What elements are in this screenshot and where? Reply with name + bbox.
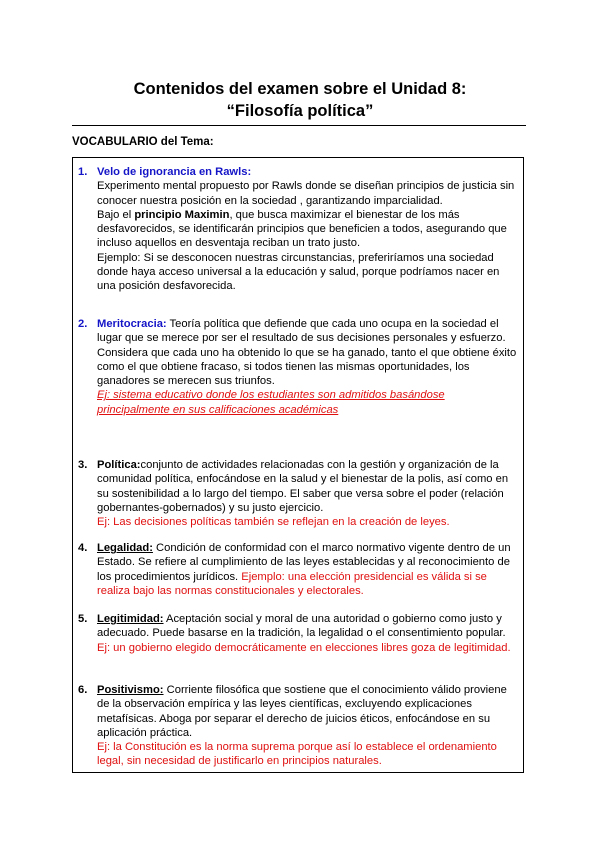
example-text: Ejemplo: una elección presidencial es válida si se realiza bajo las normas constitucionales y electorales. [97,570,487,597]
item-number: 1. [78,166,88,178]
definition-text: Condición de conformidad con el marco normativo vigente dentro de un Estado. Se refiere al cumplimiento de las leyes establecidas y al reconocimiento de los procedimientos jurídicos. [97,542,511,583]
title-divider [72,125,526,126]
item-number: 4. [78,542,88,554]
term-label: Legitimidad: [97,613,164,625]
vocab-item-velo [78,165,518,294]
vocabulary-heading: VOCABULARIO del Tema: [72,136,214,148]
vocab-item-legalidad [78,541,518,598]
page-subtitle: “Filosofía política” [226,102,374,120]
example-text: Ejemplo: Si se desconocen nuestras circunstancias, preferiríamos una sociedad donde haya acceso universal a la educación y salud, porque podríamos nacer en una posición desfavorecida. [97,251,500,293]
item-number: 3. [78,459,88,471]
definition-text: Aceptación social y moral de una autoridad o gobierno como justo y adecuado. Puede basarse en la tradición, la legalidad o el consentimiento popular. [97,613,506,640]
definition-text: Teoría política que defiende que cada uno ocupa en la sociedad el lugar que se merece por ser el resultado de sus decisiones personales y esfuerzo. [97,318,506,345]
term-label: Positivismo: [97,684,164,696]
vocab-item-positivismo [78,683,518,769]
term-label: Legalidad: [97,542,153,554]
page-title: Contenidos del examen sobre el Unidad 8: [133,80,467,98]
definition-text: Considera que cada uno ha obtenido lo que se ha ganado, tanto el que obtiene éxito como el que obtiene fracaso, si todos tienen las mismas oportunidades, los ganadores se merecen sus triunfos. [97,346,517,388]
vocab-item-meritocracia [78,317,518,417]
item-number: 2. [78,318,88,330]
item-number: 5. [78,613,88,625]
example-text: Ej: sistema educativo donde los estudiantes son admitidos basándose principalmente en sus calificaciones académicas [97,389,445,416]
term-label: Política: [97,459,141,471]
vocab-item-legitimidad [78,612,518,655]
vocab-item-politica [78,458,518,529]
example-text: Ej: un gobierno elegido democráticamente en elecciones libres goza de legitimidad. [97,641,511,654]
item-number: 6. [78,684,88,696]
term-label: Velo de ignorancia en Rawls: [97,166,252,178]
example-text: Ej: Las decisiones políticas también se reflejan en la creación de leyes. [97,516,450,529]
definition-text: conjunto de actividades relacionadas con la gestión y organización de la comunidad política, enfocándose en la salud y el bienestar de la polis, así como en su sostenibilidad a lo largo del tiempo. El saber que versa sobre el poder (relación gobernantes-gobernados) y su justo ejercicio. [97,459,509,514]
definition-text: Bajo el principio Maximin, que busca maximizar el bienestar de los más desfavorecidos, se identificarán principios que beneficien a todos, asegurando que incluso aquellos en desventaja reciban un trato justo. [97,208,507,250]
definition-text: Experimento mental propuesto por Rawls donde se diseñan principios de justicia sin conocer nuestra posición en la sociedad , garantizando imparcialidad. [97,180,515,207]
term-label: Meritocracia: [97,318,167,330]
example-text: Ej: la Constitución es la norma suprema porque así lo establece el ordenamiento legal, sin necesidad de justificarlo en principios naturales. [97,741,497,768]
definition-text: Corriente filosófica que sostiene que el conocimiento válido proviene de la observación empírica y las leyes científicas, excluyendo explicaciones metafísicas. Aboga por separar el derecho de juicios éticos, enfocándose en su aplicación práctica. [97,684,507,739]
